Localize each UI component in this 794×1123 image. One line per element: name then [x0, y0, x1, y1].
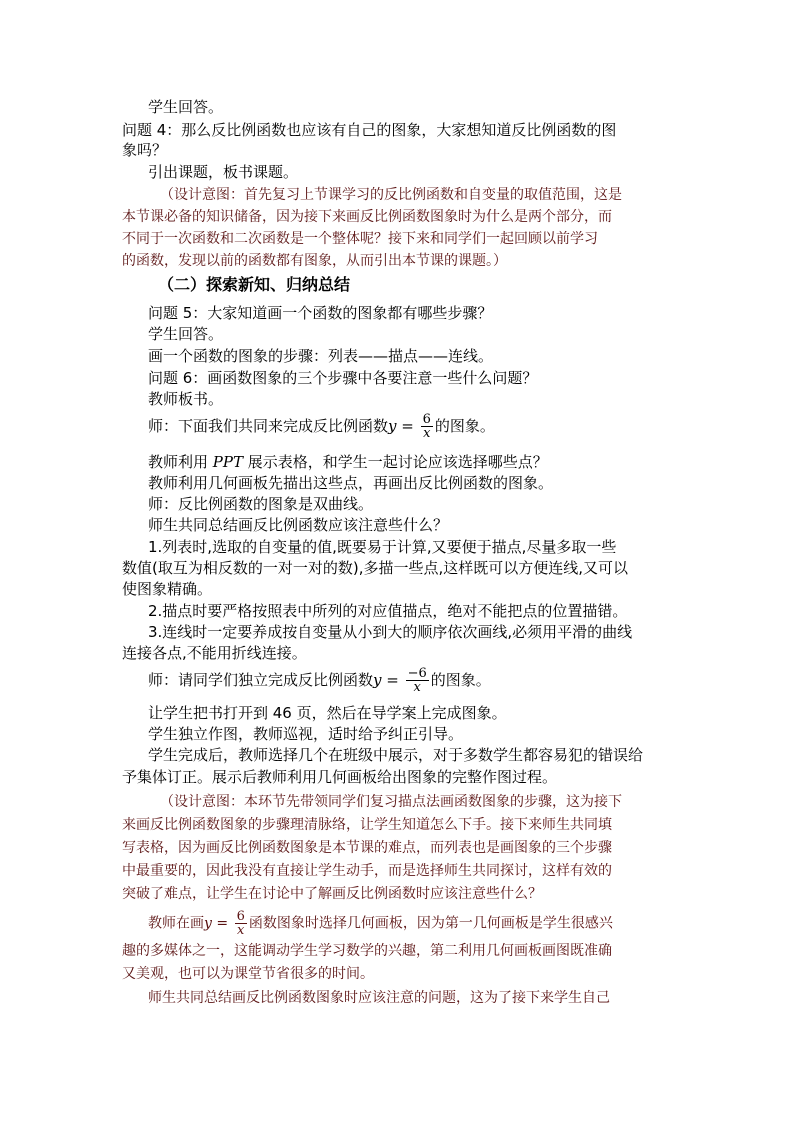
design-note-line: 趣的多媒体之一，这能调动学生学习数学的兴趣，第二利用几何画板画图既准确 — [122, 943, 612, 959]
text-line: 学生完成后，教师选择几个在班级中展示，对于多数学生都容易犯的错误给 — [148, 746, 644, 764]
design-note-line: 写表格，因为画反比例函数图象是本节课的难点，而列表也是画图象的三个步骤 — [122, 840, 612, 856]
text-line: 引出课题，板书课题。 — [148, 163, 299, 181]
fraction-numerator: 6 — [236, 909, 245, 924]
text-line: 使图象精确。 — [122, 580, 213, 598]
design-note-line: 中最重要的，因此我没有直接让学生动手，而是选择师生共同探讨，这样有效的 — [122, 863, 612, 879]
formula-variable: y — [388, 417, 397, 435]
design-note-formula-line — [148, 910, 613, 937]
fraction-denominator: x — [413, 680, 421, 695]
text-line: 学生回答。 — [148, 325, 224, 343]
text-line: 3.连线时一定要养成按自变量从小到大的顺序依次画线,必须用平滑的曲线 — [148, 623, 633, 641]
formula-equals: = — [381, 671, 404, 689]
text-line: 教师板书。 — [148, 390, 224, 408]
text-line: 连接各点,不能用折线连接。 — [122, 644, 307, 662]
section-heading: （二）探索新知、归纳总结 — [158, 275, 351, 294]
design-note-line: 不同于一次函数和二次函数是一个整体呢？接下来和同学们一起回顾以前学习 — [122, 231, 598, 247]
fraction — [421, 413, 433, 440]
formula-variable: y — [204, 915, 212, 932]
text-line: 画一个函数的图象的步骤：列表——描点——连线。 — [148, 347, 494, 365]
formula-line — [148, 667, 491, 694]
design-note-line: 师生共同总结画反比例函数图象时应该注意的问题，这为了接下来学生自己 — [148, 990, 610, 1006]
text-line: 师：反比例函数的图象是双曲线。 — [148, 495, 374, 513]
text-segment: 展示表格，和学生一起讨论应该选择哪些点？ — [242, 453, 548, 471]
text-line: 教师利用几何画板先描出这些点，再画出反比例函数的图象。 — [148, 474, 554, 492]
fraction-denominator: x — [237, 923, 245, 938]
text-line: 予集体订正。展示后教师利用几何画板给出图象的完整作图过程。 — [122, 768, 558, 786]
formula-variable: y — [373, 671, 382, 689]
fraction — [406, 667, 429, 694]
ppt-term: PPT — [212, 453, 243, 471]
formula-text-after: 的图象。 — [434, 417, 495, 435]
design-note-line: （设计意图：首先复习上节课学习的反比例函数和自变量的取值范围，这是 — [160, 187, 622, 203]
text-line: 学生独立作图，教师巡视，适时给予纠正引导。 — [148, 725, 464, 743]
text-line: 数值(取互为相反数的一对一对的数),多描一些点,这样既可以方便连线,又可以 — [122, 559, 629, 577]
formula-equals: = — [396, 417, 419, 435]
formula-equals: = — [211, 915, 233, 932]
text-line: 师生共同总结画反比例函数应该注意些什么？ — [148, 516, 449, 534]
formula-text-after: 函数图象时选择几何画板，因为第一几何画板是学生很感兴 — [248, 915, 613, 932]
text-line: 问题 6：画函数图象的三个步骤中各要注意一些什么问题？ — [148, 369, 538, 387]
design-note-line: （设计意图：本环节先带领同学们复习描点法画函数图象的步骤，这为接下 — [160, 794, 622, 810]
formula-line — [148, 413, 495, 440]
text-segment: 教师利用 — [148, 453, 213, 471]
design-note-line: 本节课必备的知识储备，因为接下来画反比例函数图象时为什么是两个部分，而 — [122, 209, 612, 225]
design-note-line: 的函数，发现以前的函数都有图象，从而引出本节课的课题。） — [122, 253, 507, 269]
fraction-numerator: −6 — [407, 666, 427, 681]
formula-text-before: 教师在画 — [148, 915, 204, 932]
text-line: 1.列表时,选取的自变量的值,既要易于计算,又要便于描点,尽量多取一些 — [148, 538, 617, 556]
design-note-line: 来画反比例函数图象的步骤理清脉络，让学生知道怎么下手。接下来师生共同填 — [122, 817, 612, 833]
text-line: 让学生把书打开到 46 页，然后在导学案上完成图象。 — [148, 704, 507, 722]
text-line: 2.描点时要严格按照表中所列的对应值描点，绝对不能把点的位置描错。 — [148, 602, 628, 620]
text-line: 学生回答。 — [148, 98, 224, 116]
text-line — [148, 452, 548, 472]
design-note-line: 又美观，也可以为课堂节省很多的时间。 — [122, 966, 374, 982]
text-line: 问题 5：大家知道画一个函数的图象都有哪些步骤？ — [148, 304, 493, 322]
design-note-line: 突破了难点，让学生在讨论中了解画反比例函数时应该注意些什么？ — [122, 886, 542, 902]
fraction-numerator: 6 — [422, 412, 431, 427]
text-line: 象吗？ — [122, 141, 168, 159]
fraction-denominator: x — [423, 426, 431, 441]
text-line: 问题 4：那么反比例函数也应该有自己的图象，大家想知道反比例函数的图 — [122, 121, 617, 139]
formula-text-before: 师：下面我们共同来完成反比例函数 — [148, 417, 389, 435]
formula-text-before: 师：请同学们独立完成反比例函数 — [148, 671, 374, 689]
fraction — [235, 910, 247, 937]
formula-text-after: 的图象。 — [430, 671, 491, 689]
